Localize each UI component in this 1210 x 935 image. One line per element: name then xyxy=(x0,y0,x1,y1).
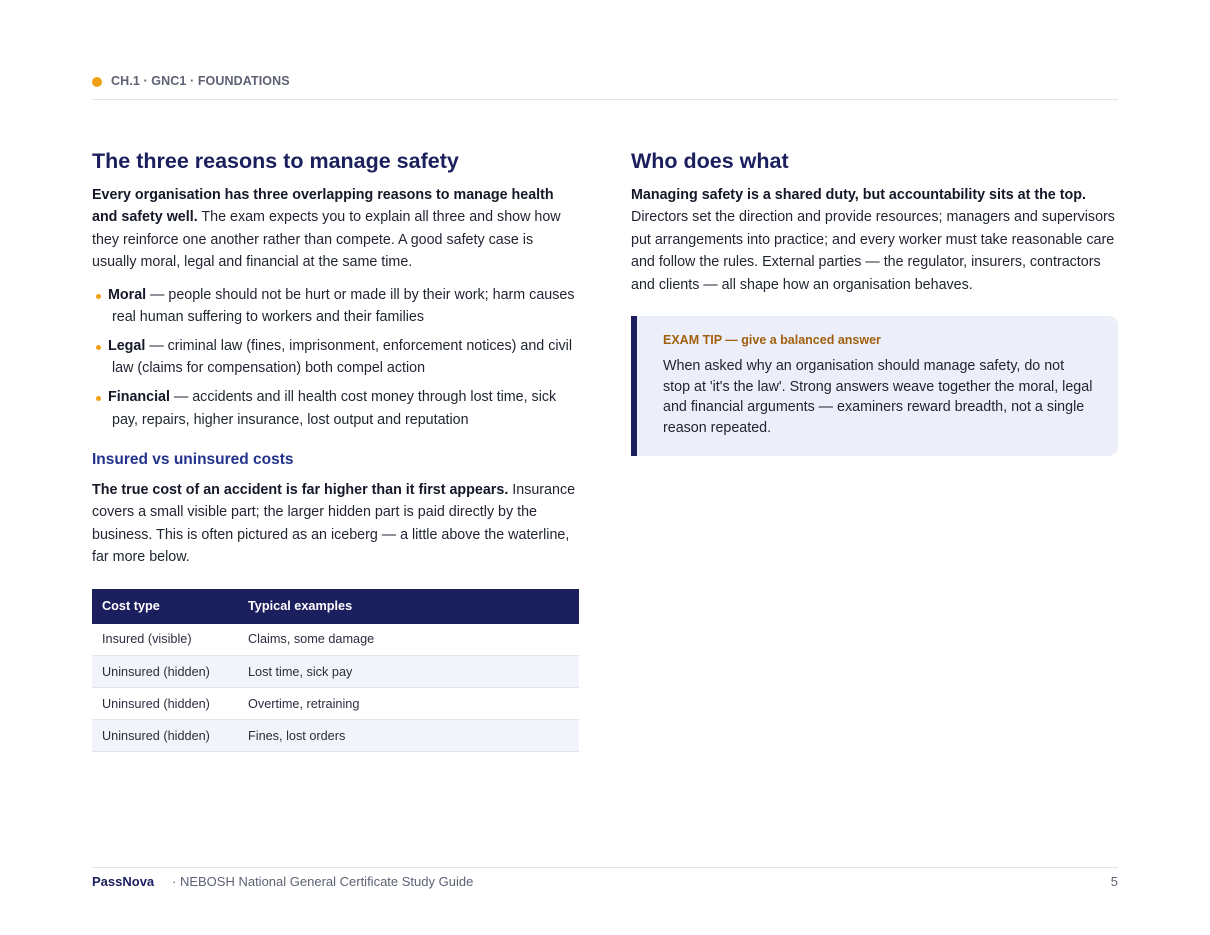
cell-examples: Lost time, sick pay xyxy=(238,656,579,688)
costs-intro-body: Insurance covers a small visible part; the larger hidden part is paid directly by the business. This is often pictured as an iceberg — a little above the waterline, far more below. xyxy=(92,482,576,566)
left-column xyxy=(92,146,579,752)
cell-cost-type: Uninsured (hidden) xyxy=(92,656,238,688)
exam-tip-text: When asked why an organisation should manage safety, do not stop at 'it's the law'. Strong answers weave together the moral, legal and financial arguments — examiners reward breadth, not a single reason repeated. xyxy=(663,358,1093,437)
bullet-icon xyxy=(96,294,101,299)
table-row xyxy=(92,720,579,752)
roles-intro xyxy=(631,184,1118,296)
reason-title: Legal xyxy=(108,337,146,354)
exam-tip-callout xyxy=(631,316,1118,456)
table-row xyxy=(92,624,579,656)
reason-title: Moral xyxy=(108,286,147,303)
section-title-reasons: The three reasons to manage safety xyxy=(92,149,459,173)
reason-text: — criminal law (fines, imprisonment, enforcement notices) and civil law (claims for compensation) both compel action xyxy=(112,337,573,377)
reasons-list xyxy=(92,284,579,431)
page-number: 5 xyxy=(1110,874,1118,889)
reasons-intro-body: The exam expects you to explain all three and show how they reinforce one another rather than compete. A good safety case is usually moral, legal and financial at the same time. xyxy=(92,209,561,271)
roles-intro-body: Directors set the direction and provide resources; managers and supervisors put arrangements into practice; and every worker must take reasonable care and follow the rules. External parties — the regulator, insurers, contractors and clients — all shape how an organisation behaves. xyxy=(631,209,1115,293)
bullet-icon xyxy=(96,396,101,401)
guide-title: · NEBOSH National General Certificate Study Guide xyxy=(172,874,474,889)
breadcrumb: CH.1 · GNC1 · FOUNDATIONS xyxy=(111,74,290,88)
right-column xyxy=(631,146,1118,456)
column-header-examples: Typical examples xyxy=(238,589,579,624)
cell-cost-type: Uninsured (hidden) xyxy=(92,720,238,752)
cell-cost-type: Insured (visible) xyxy=(92,624,238,656)
cell-cost-type: Uninsured (hidden) xyxy=(92,688,238,720)
costs-intro xyxy=(92,479,579,569)
subheading-insured-costs: Insured vs uninsured costs xyxy=(92,451,294,469)
table-header-row xyxy=(92,589,579,624)
cell-examples: Overtime, retraining xyxy=(238,688,579,720)
column-header-cost-type: Cost type xyxy=(92,589,238,624)
reasons-intro-lead: Every organisation has three overlapping reasons to manage health and safety well. xyxy=(92,187,554,226)
cell-examples: Claims, some damage xyxy=(238,624,579,656)
brand-name: PassNova xyxy=(92,874,155,889)
table-row xyxy=(92,688,579,720)
callout-accent-bar xyxy=(631,316,637,456)
page-header xyxy=(92,70,1118,100)
reason-title: Financial xyxy=(108,389,170,406)
costs-intro-lead: The true cost of an accident is far higher than it first appears. xyxy=(92,482,509,499)
roles-intro-lead: Managing safety is a shared duty, but accountability sits at the top. xyxy=(631,187,1086,203)
page-footer xyxy=(92,867,1118,895)
reasons-intro xyxy=(92,184,579,274)
chapter-dot-icon xyxy=(92,77,102,87)
section-title-roles: Who does what xyxy=(631,149,789,173)
cell-examples: Fines, lost orders xyxy=(238,720,579,752)
table-row xyxy=(92,656,579,688)
list-item-legal xyxy=(92,335,579,380)
cost-table xyxy=(92,589,579,753)
reason-text: — accidents and ill health cost money through lost time, sick pay, repairs, higher insurance, lost output and reputation xyxy=(112,389,557,428)
list-item-financial xyxy=(92,386,579,431)
list-item-moral xyxy=(92,284,579,329)
reason-text: — people should not be hurt or made ill by their work; harm causes real human suffering to workers and their families xyxy=(112,286,575,326)
exam-tip-title: EXAM TIP — give a balanced answer xyxy=(663,333,881,348)
bullet-icon xyxy=(96,345,101,350)
